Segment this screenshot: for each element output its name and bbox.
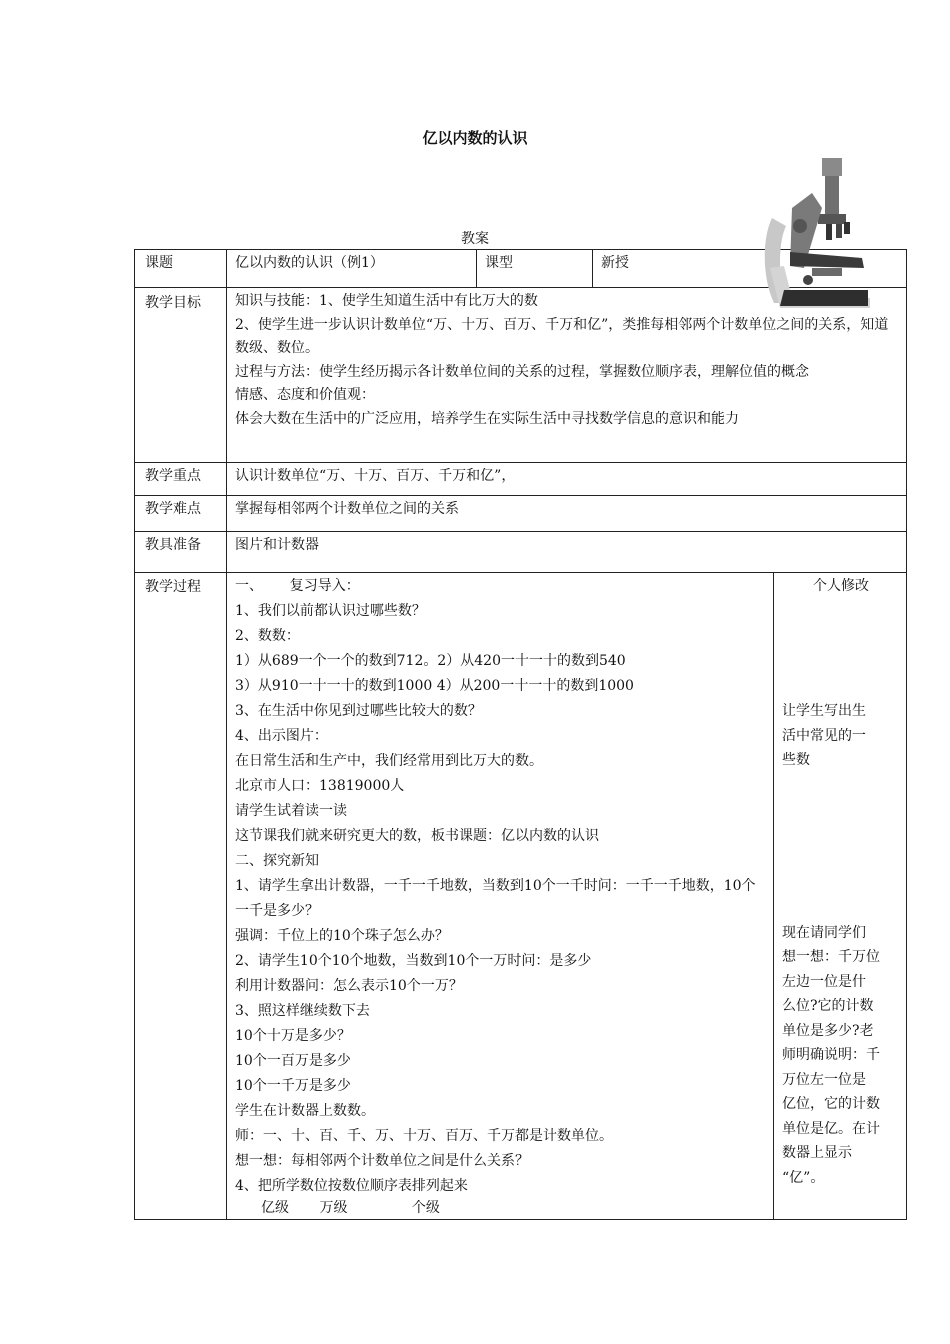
place-value-levels [235, 1199, 767, 1217]
revision-note-line: 么位?它的计数 [782, 998, 874, 1014]
goals-line: 2、使学生进一步认识计数单位“万、十万、百万、千万和亿”，类推每相邻两个计数单位之间的关系，知道数级、数位。 [235, 316, 889, 357]
revision-note-line: 想一想：千万位 [782, 949, 880, 965]
key-point-label: 教学重点 [135, 463, 227, 496]
process-line: 这节课我们就来研究更大的数，板书课题：亿以内数的认识 [235, 828, 599, 844]
level-wan: 万级 [319, 1200, 348, 1216]
process-line: 3、照这样继续数下去 [235, 1003, 370, 1019]
lesson-plan-table [134, 249, 907, 1220]
revision-header: 个人修改 [813, 578, 869, 594]
revision-note-line: 左边一位是什 [782, 973, 866, 990]
process-line: 2、请学生10个10个地数，当数到10个一万时问：是多少 [235, 953, 592, 969]
microscope-illustration [752, 148, 882, 318]
process-line: 二、探究新知 [235, 853, 319, 869]
revision-note-line: 数器上显示 [782, 1145, 852, 1161]
revision-note-line: 让学生写出生 [782, 703, 866, 719]
process-line: 10个一百万是多少 [235, 1053, 351, 1069]
process-line: 师：一、十、百、千、万、十万、百万、千万都是计数单位。 [235, 1128, 613, 1144]
revision-note-line: 亿位，它的计数 [782, 1096, 880, 1112]
process-line: 3）从910一十一十的数到1000 4）从200一十一十的数到1000 [235, 678, 634, 694]
revision-note-line: 单位是亿。在计 [782, 1120, 880, 1137]
revision-note-line: “亿”。 [782, 1169, 825, 1186]
goals-line: 情感、态度和价值观： [235, 387, 375, 404]
level-ge: 个级 [411, 1200, 440, 1216]
document-subtitle: 教案 [461, 231, 489, 247]
revision-note-line: 些数 [782, 752, 810, 768]
goals-line: 过程与方法：使学生经历揭示各计数单位间的关系的过程，掌握数位顺序表，理解位值的概念 [235, 363, 809, 380]
process-line: 在日常生活和生产中，我们经常用到比万大的数。 [235, 753, 543, 769]
revision-note-line: 单位是多少?老 [782, 1022, 874, 1039]
process-line: 1、我们以前都认识过哪些数？ [235, 603, 426, 619]
revision-note-line: 万位左一位是 [782, 1071, 866, 1088]
process-line: 强调：千位上的10个珠子怎么办？ [235, 928, 449, 944]
process-line: 4、出示图片： [235, 728, 328, 744]
level-yi: 亿级 [261, 1200, 289, 1216]
goals-line: 知识与技能：1、使学生知道生活中有比万大的数 [235, 293, 538, 309]
key-point-value: 认识计数单位“万、十万、百万、千万和亿”， [227, 463, 907, 496]
tools-label: 教具准备 [135, 532, 227, 573]
topic-value: 亿以内数的认识（例1） [227, 250, 477, 288]
process-line: 1、请学生拿出计数器，一千一千地数，当数到10个一千时问：一千一千地数，10个一千是多少？ [235, 878, 756, 919]
goals-label: 教学目标 [135, 288, 227, 463]
revision-column [774, 573, 907, 1220]
goals-line: 体会大数在生活中的广泛应用，培养学生在实际生活中寻找数学信息的意识和能力 [235, 410, 739, 427]
lesson-type-label: 课型 [477, 250, 593, 288]
process-line: 10个十万是多少？ [235, 1028, 351, 1044]
topic-label: 课题 [135, 250, 227, 288]
process-label: 教学过程 [135, 573, 227, 1220]
process-line: 学生在计数器上数数。 [235, 1103, 375, 1119]
process-line: 一、 复习导入： [235, 578, 360, 594]
document-title: 亿以内数的认识 [422, 129, 528, 147]
process-line: 3、在生活中你见到过哪些比较大的数？ [235, 703, 482, 719]
process-line: 北京市人口：13819000人 [235, 778, 405, 794]
process-content [227, 573, 774, 1220]
process-line: 1）从689一个一个的数到712。2）从420一十一十的数到540 [235, 653, 626, 669]
tools-value: 图片和计数器 [227, 532, 907, 573]
process-line: 请学生试着读一读 [235, 803, 347, 819]
difficulty-label: 教学难点 [135, 496, 227, 532]
process-line: 利用计数器问：怎么表示10个一万？ [235, 978, 463, 994]
process-line: 想一想：每相邻两个计数单位之间是什么关系？ [235, 1153, 529, 1169]
revision-note-line: 师明确说明：千 [782, 1047, 880, 1063]
process-line: 10个一千万是多少 [235, 1078, 351, 1094]
process-line: 4、把所学数位按数位顺序表排列起来 [235, 1178, 468, 1194]
revision-note-line: 活中常见的一 [782, 727, 866, 744]
difficulty-value: 掌握每相邻两个计数单位之间的关系 [227, 496, 907, 532]
revision-note-line: 现在请同学们 [782, 924, 866, 941]
process-line: 2、数数： [235, 628, 300, 644]
lesson-type-value: 新授 [593, 250, 907, 288]
